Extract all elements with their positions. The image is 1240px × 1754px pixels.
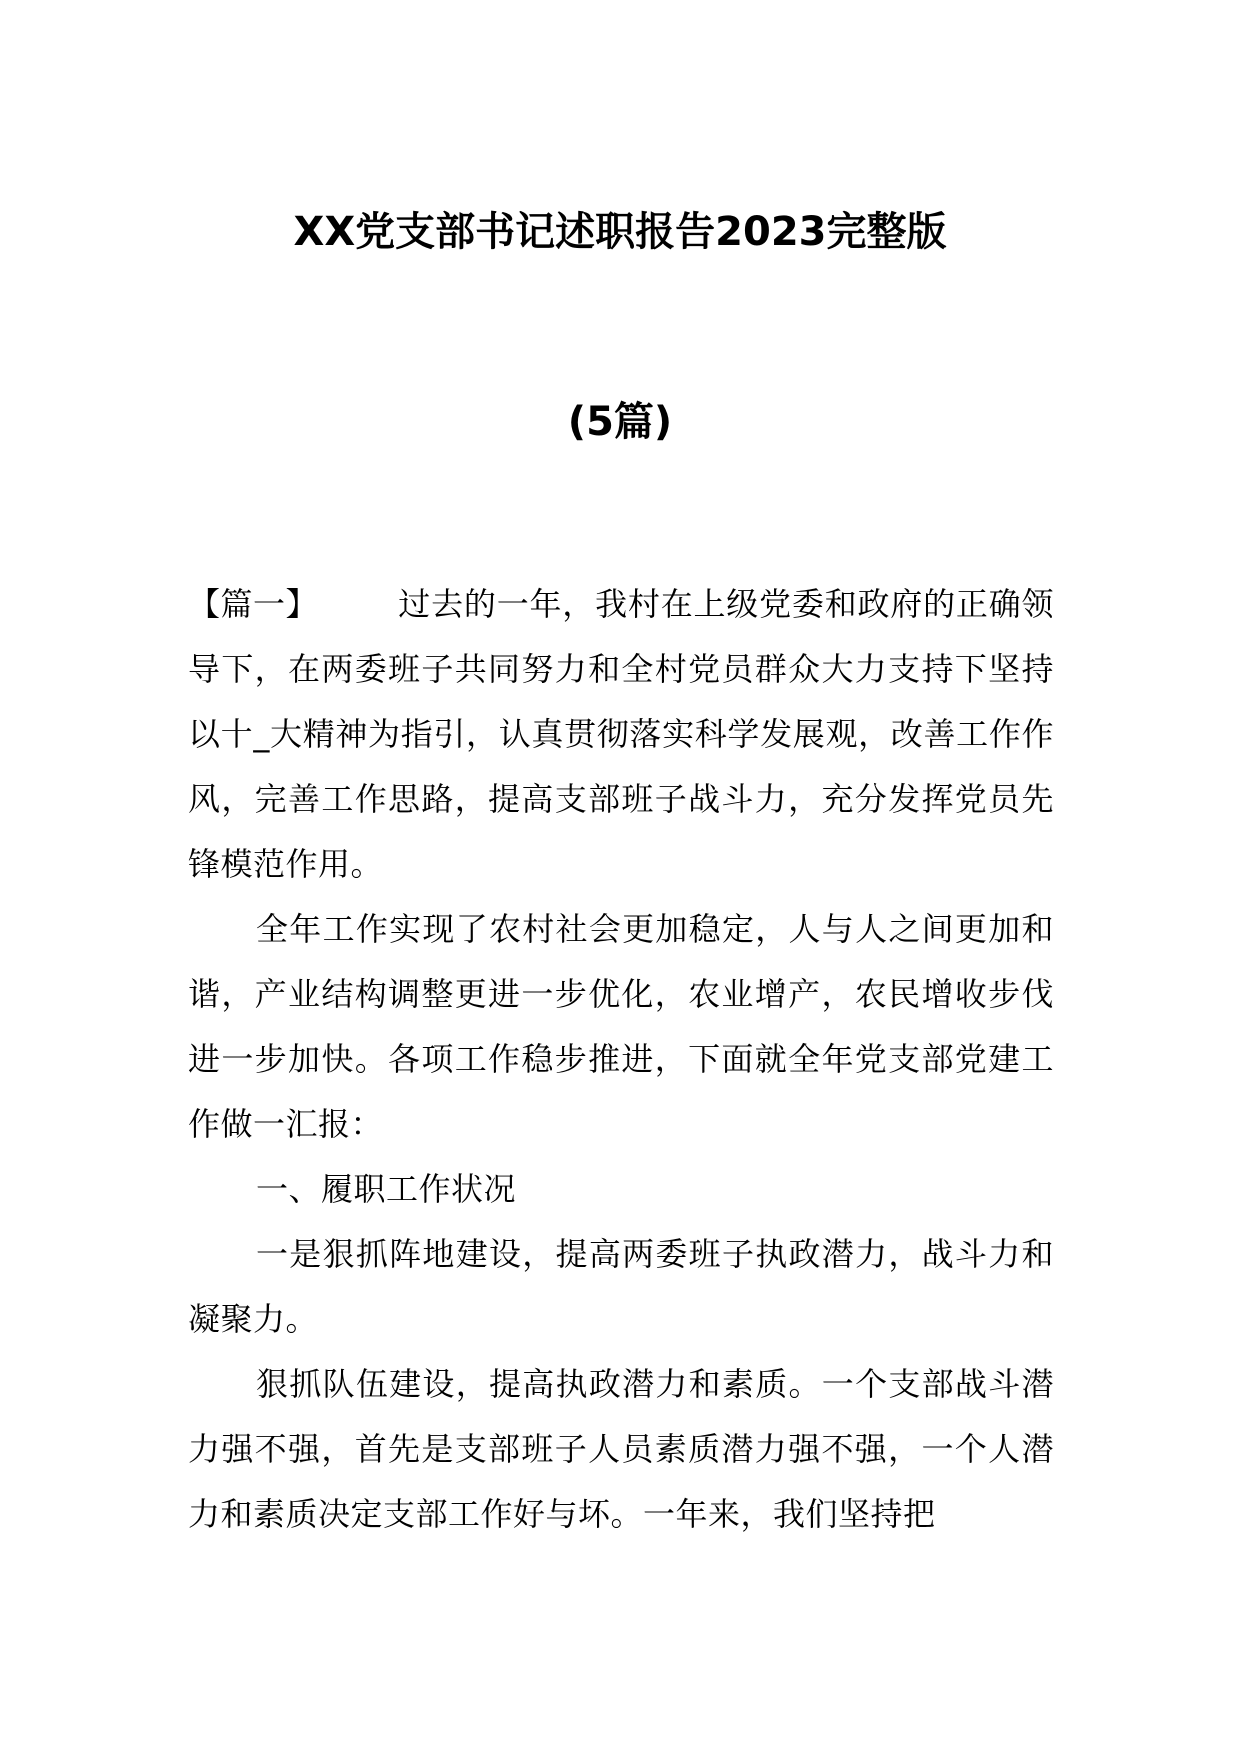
section-marker: 【篇一】 — [188, 585, 319, 623]
paragraph-1-text: 过去的一年，我村在上级党委和政府的正确领导下，在两委班子共同努力和全村党员群众大力支持下坚持以十_大精神为指引，认真贯彻落实科学发展观，改善工作作风，完善工作思路，提高支部班子战斗力，充分发挥党员先锋模范作用。 — [188, 585, 1054, 883]
paragraph-1 — [188, 572, 1054, 897]
document-subtitle: (5篇) — [567, 399, 673, 445]
paragraph-3: 一是狠抓阵地建设，提高两委班子执政潜力，战斗力和凝聚力。 — [188, 1235, 1054, 1338]
document-title: XX党支部书记述职报告2023完整版 — [293, 209, 947, 255]
section-heading: 一、履职工作状况 — [256, 1170, 517, 1208]
document-body — [188, 572, 1054, 1547]
paragraph-2: 全年工作实现了农村社会更加稳定，人与人之间更加和谐，产业结构调整更进一步优化，农业增产，农民增收步伐进一步加快。各项工作稳步推进，下面就全年党支部党建工作做一汇报： — [188, 910, 1054, 1143]
paragraph-4: 狠抓队伍建设，提高执政潜力和素质。一个支部战斗潜力强不强，首先是支部班子人员素质潜力强不强，一个人潜力和素质决定支部工作好与坏。一年来，我们坚持把 — [188, 1365, 1054, 1533]
